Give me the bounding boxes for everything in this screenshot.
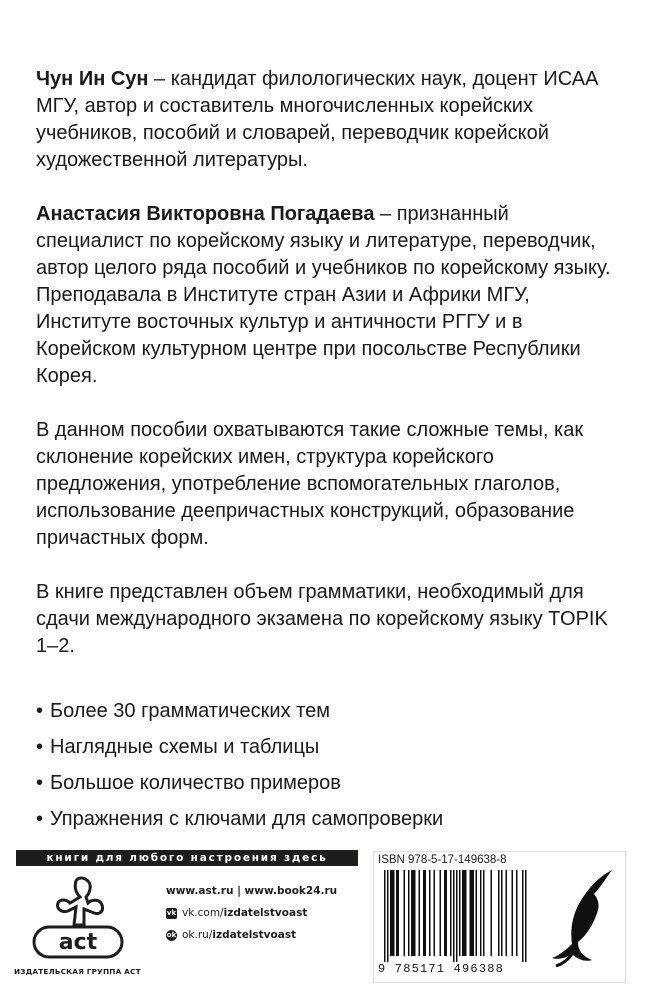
vk-link[interactable]: vk vk.com/ izdatelstvoast — [166, 907, 308, 919]
barcode-bar — [464, 870, 466, 956]
barcode-bar — [450, 870, 452, 956]
paragraph-text: – признанный специалист по корейскому языку и литературе, переводчик, автор целого ряда пособий и учебников по корейскому языку. Преподавала в Институте стран Азии и Африки МГУ, Институте восточных культур и античности РГГУ и в Корейском культурном центре при посольстве Республики Корея. — [36, 203, 611, 387]
paragraph-text: В данном пособии охватываются такие сложные темы, как склонение корейских имен, структура корейского предложения, употребление вспомогательных глаголов, использование деепричастных конструкций, образование причастных форм. — [36, 419, 584, 549]
barcode-bar — [470, 870, 472, 956]
barcode-bar — [506, 870, 508, 956]
description-paragraph — [36, 417, 621, 552]
author-bio-paragraph — [36, 201, 621, 390]
barcode-bar — [471, 870, 473, 956]
list-item: • Наглядные схемы и таблицы — [36, 734, 621, 761]
barcode-bar — [398, 870, 400, 956]
paragraph-text: – кандидат филологических наук, доцент ИСАА МГУ, автор и составитель многочисленных корейских учебников, пособий и словарей, переводчик корейской художественной литературы. — [36, 68, 599, 171]
isbn-label: ISBN 978-5-17-149638-8 — [378, 854, 507, 866]
barcode-bar — [483, 870, 485, 956]
ok-link[interactable]: ok ok.ru/ izdatelstvoast — [166, 929, 297, 941]
barcode-bar — [429, 870, 431, 956]
barcode-bar — [444, 870, 446, 956]
barcode-bar — [393, 870, 395, 956]
websites-link[interactable]: www.ast.ru | www.book24.ru — [166, 885, 338, 897]
vk-icon: vk — [166, 908, 177, 917]
barcode-bar — [408, 870, 410, 956]
act-logo-icon — [30, 873, 126, 969]
barcode-bar — [440, 870, 442, 956]
svg-text:act: act — [58, 930, 98, 955]
barcode-bar — [413, 870, 415, 956]
author-bio-paragraph — [36, 66, 621, 174]
barcode-bar — [480, 870, 482, 956]
barcode-bar — [434, 870, 436, 956]
barcode-bar — [446, 870, 448, 956]
barcode-bar — [516, 870, 518, 956]
back-cover-text — [36, 66, 621, 842]
barcode-bar — [459, 870, 461, 956]
barcode-bar — [425, 870, 427, 956]
barcode-bar — [392, 870, 394, 956]
barcode-bar — [525, 870, 527, 962]
barcode-bar — [465, 870, 467, 956]
barcode-bar — [390, 870, 392, 956]
feather-quill-icon — [548, 866, 618, 970]
author-name: Чун Ин Сун — [36, 68, 149, 90]
barcode-bar — [387, 870, 389, 962]
barcode-bar — [473, 870, 475, 956]
barcode-bar — [498, 870, 500, 956]
barcode-bar — [522, 870, 524, 962]
barcode-bar — [404, 870, 406, 956]
list-item: • Упражнения с ключами для самопроверки — [36, 806, 621, 833]
barcode-bar — [384, 870, 386, 962]
paragraph-text: В книге представлен объем грамматики, необходимый для сдачи международного экзамена по корейскому языку TOPIK 1–2. — [36, 581, 608, 657]
barcode-bar — [462, 870, 464, 956]
publisher-links — [166, 880, 376, 946]
barcode-digits: 9 785171 496388 — [378, 962, 505, 976]
barcode-bar — [414, 870, 416, 956]
barcode-bar — [491, 870, 493, 956]
bullet-icon: • — [36, 772, 44, 794]
bullet-icon: • — [36, 808, 44, 830]
bullet-icon: • — [36, 700, 44, 722]
publisher-name: ИЗДАТЕЛЬСКАЯ ГРУППА АСТ — [14, 967, 141, 976]
list-item: • Большое количество примеров — [36, 770, 621, 797]
ok-icon: ok — [166, 930, 177, 939]
barcode-bar — [512, 870, 514, 956]
barcode-bar — [453, 870, 455, 962]
description-paragraph — [36, 579, 621, 660]
barcode-bar — [423, 870, 425, 956]
barcode-bar — [456, 870, 458, 962]
feature-list — [36, 698, 621, 833]
barcode-bar — [411, 870, 413, 956]
bullet-icon: • — [36, 736, 44, 758]
slogan-band: книги для любого настроения здесь — [16, 850, 358, 866]
barcode-bar — [476, 870, 478, 956]
author-name: Анастасия Викторовна Погадаева — [36, 203, 375, 225]
barcode-bar — [396, 870, 398, 956]
barcode — [378, 870, 540, 962]
barcode-bar — [501, 870, 503, 956]
barcode-bar — [419, 870, 421, 956]
list-item: • Более 30 грамматических тем — [36, 698, 621, 725]
